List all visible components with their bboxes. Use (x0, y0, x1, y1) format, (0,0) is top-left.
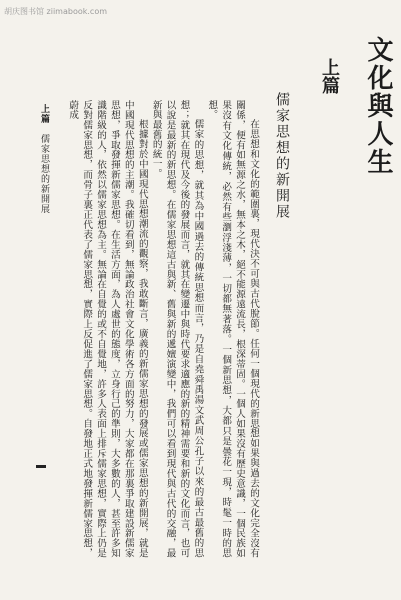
paragraph-2: 儒家的思想，就其為中國過去的傳統思想而言，乃是自堯舜禹湯文武周公孔子以來的最古最舊的思想；就其在現代及今後的發展而言，就其在變遷中與時代要求適應的新的精神需要和新的文化而言，也可以說是最新的新思想。在儒家思想這古與新、舊與新的遞嬗演變中，我們可以看到現代與古代的交融，最新與最舊的統一。 (150, 100, 204, 558)
section-title: 儒家思想的新開展 (274, 92, 290, 220)
page-mark (36, 465, 46, 468)
part-label: 上篇 (319, 58, 340, 94)
running-head-title: 儒家思想的新開展 (39, 134, 49, 214)
body-text (67, 100, 260, 558)
paragraph-1: 在思想和文化的範圍裏，現代決不可與古代脫節。任何一個現代的新思想如果與過去的文化完全沒有關係，便有如無源之水，無本之木，絕不能源遠流長，根深蒂固。一個人如果沒有歷史意識，一個民族如果沒有文化傳統，必然有些瀏浮淺薄，一切都無著落。一個新思想，大都只是曇花一現，時髦一時的思想。 (206, 100, 259, 558)
running-head (38, 104, 50, 214)
paragraph-3: 根據對於中國現代思想潮流的觀察，我敢斷言，廣義的新儒家思想的發展或儒家思想的新開展，就是中國現代思想的主潮。我確切看到，無論政治社會文化學術各方面的努力，大家都在那裏爭取建設新儒家思想，爭取發揮新儒家思想。在生活方面，為人處世的態度，立身行己的準則，大多數的人，甚至許多知識階級的人，依然以儒家思想為主。無論在自覺的或不自覺地，許多人表面上排斥儒家思想，實際上仍是反對儒家思想，而骨子裏正代表了儒家思想，實際上反促進了儒家思想。自發地正式地發揮新儒家思想，蔚成 (67, 100, 148, 558)
page-title: 文化與人生 (363, 36, 393, 176)
running-head-part: 上篇 (39, 104, 49, 124)
watermark: 胡庆图书馆 ziimabook.com (4, 7, 108, 16)
